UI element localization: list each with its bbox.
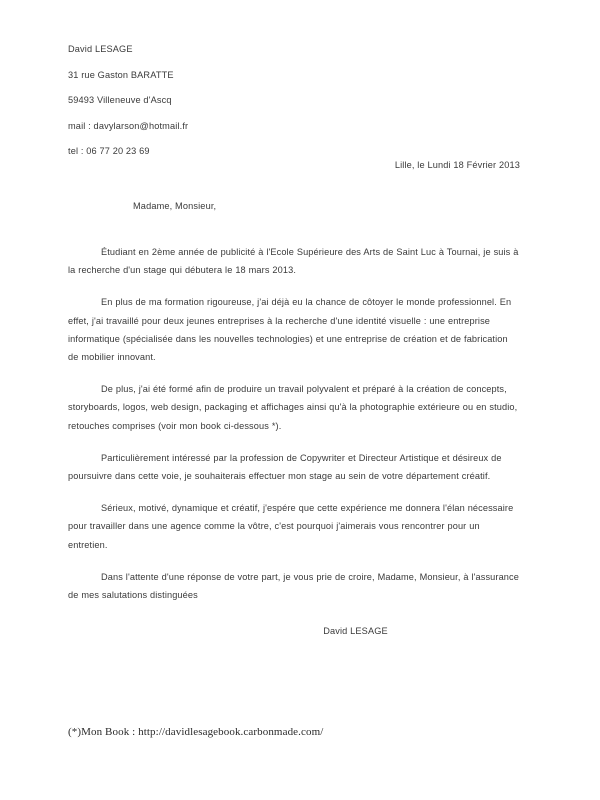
body-paragraph: Étudiant en 2ème année de publicité à l'Ecole Supérieure des Arts de Saint Luc à Tournai, je suis à la recherche d'un stage qui débutera le 18 mars 2013. [68, 247, 519, 276]
sender-street: 31 rue Gaston BARATTE [68, 69, 174, 80]
sender-address-block [68, 44, 368, 172]
body-paragraph: Sérieux, motivé, dynamique et créatif, j'espére que cette expérience me donnera l'élan nécessaire pour travailler dans une agence comme la vôtre, c'est pourquoi j'aimerais vous rencontrer pour un entretien. [68, 503, 514, 550]
body-paragraph: De plus, j'ai été formé afin de produire un travail polyvalent et préparé à la création de concepts, storyboards, logos, web design, packaging et affichages ainsi qu'à la photographie extérieure ou en studio, retouches comprises (voir mon book ci-dessous *). [68, 384, 518, 431]
sender-phone: tel : 06 77 20 23 69 [68, 146, 150, 156]
body-paragraph: Dans l'attente d'une réponse de votre part, je vous prie de croire, Madame, Monsieur, à l'assurance de mes salutations distinguées [68, 571, 519, 601]
body-paragraph: En plus de ma formation rigoureuse, j'ai déjà eu la chance de côtoyer le monde professionnel. En effet, j'ai travaillé pour deux jeunes entreprises à la recherche d'une identité visuelle : une entreprise informatique (spécialisée dans les nouvelles technologies) et une entreprise de création et de fabrication de mobilier innovant. [68, 297, 512, 363]
place-and-date: Lille, le Lundi 18 Février 2013 [394, 160, 520, 170]
footer-book-link[interactable]: (*)Mon Book : http://davidlesagebook.carbonmade.com/ [68, 726, 324, 738]
sender-city: 59493 Villeneuve d'Ascq [68, 95, 172, 105]
body-paragraph: Particulièrement intéressé par la profession de Copywriter et Directeur Artistique et désireux de poursuivre dans cette voie, je souhaiterais effectuer mon stage au sein de votre département créatif. [68, 452, 502, 482]
sender-email: mail : davylarson@hotmail.fr [68, 120, 189, 131]
signature-name: David LESAGE [323, 626, 388, 636]
sender-name: David LESAGE [68, 44, 133, 54]
salutation: Madame, Monsieur, [133, 201, 217, 211]
letter-body [68, 243, 521, 618]
